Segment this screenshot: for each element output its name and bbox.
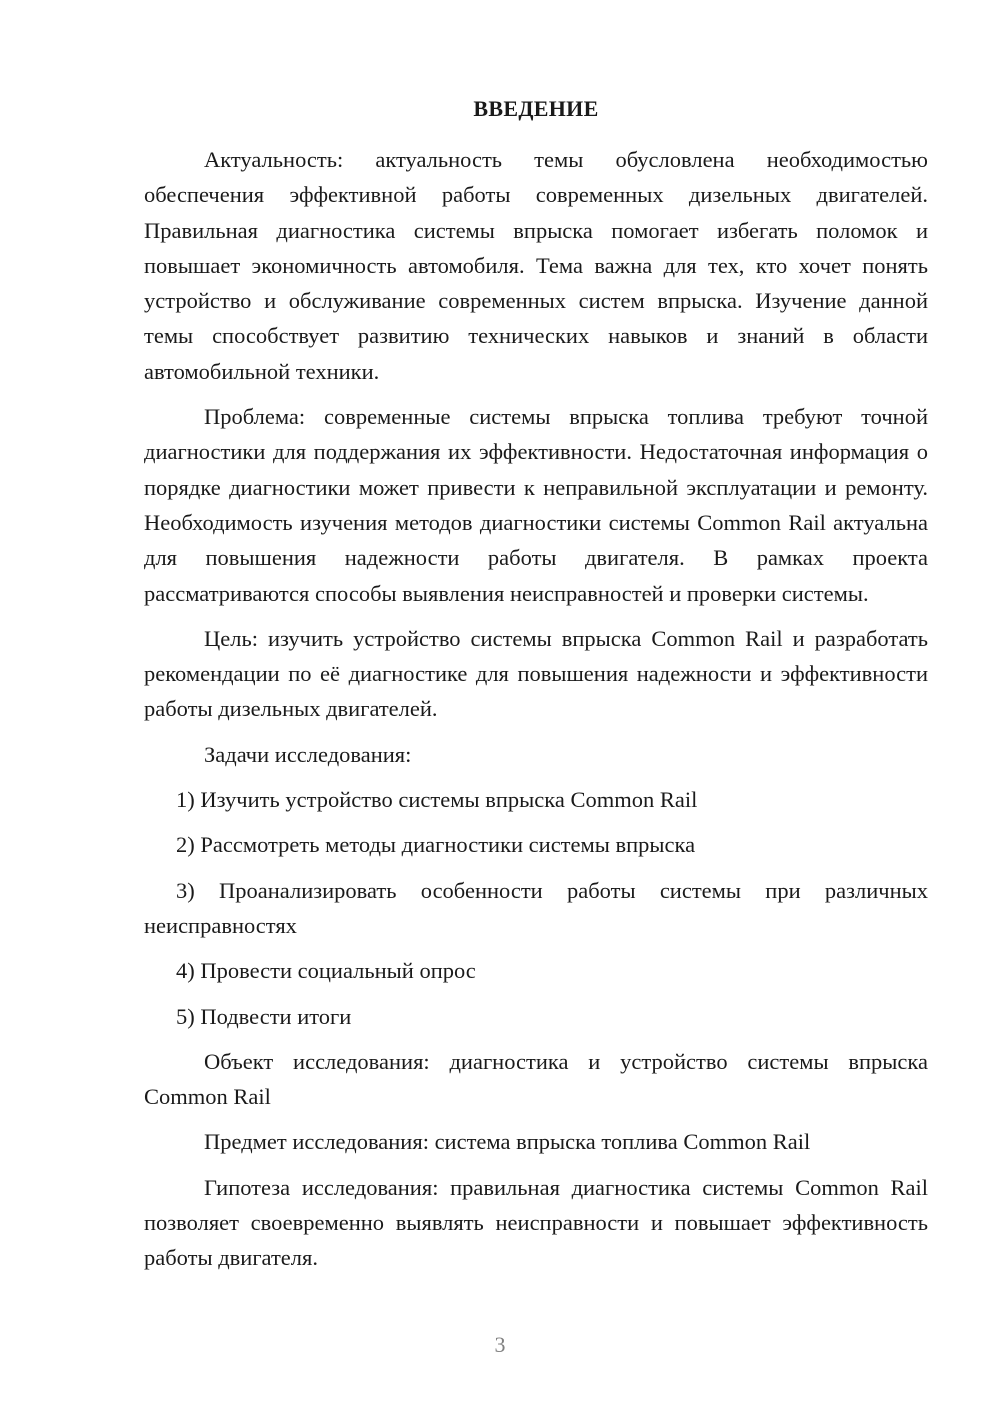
task-item: 5) Подвести итоги <box>176 1003 352 1029</box>
page-content <box>144 92 928 1286</box>
subject-paragraph: Предмет исследования: система впрыска топлива Common Rail <box>204 1129 811 1155</box>
page-title: ВВЕДЕНИЕ <box>473 96 599 121</box>
hypothesis-paragraph: Гипотеза исследования: правильная диагностика системы Common Rail позволяет своевременно выявлять неисправности и повышает эффективность работы двигателя. <box>144 1174 928 1271</box>
tasks-title: Задачи исследования: <box>204 741 412 767</box>
relevance-paragraph: Актуальность: актуальность темы обусловлена необходимостью обеспечения эффективной работы современных дизельных двигателей. Правильная диагностика системы впрыска помогает избегать поломок и повышает экономичность автомобиля. Тема важна для тех, кто хочет понять устройство и обслуживание современных систем впрыска. Изучение данной темы способствует развитию технических навыков и знаний в области автомобильной техники. <box>144 147 928 384</box>
page-number: 3 <box>494 1332 506 1357</box>
task-item: 4) Провести социальный опрос <box>176 958 476 984</box>
task-item: 1) Изучить устройство системы впрыска Common Rail <box>176 787 698 813</box>
task-item: 3) Проанализировать особенности работы системы при различных неисправностях <box>144 877 928 938</box>
object-paragraph: Объект исследования: диагностика и устройство системы впрыска Common Rail <box>144 1048 928 1110</box>
problem-paragraph: Проблема: современные системы впрыска топлива требуют точной диагностики для поддержания их эффективности. Недостаточная информация о порядке диагностики может привести к неправильной эксплуатации и ремонту. Необходимость изучения методов диагностики системы Common Rail актуальна для повышения надежности работы двигателя. В рамках проекта рассматриваются способы выявления неисправностей и проверки системы. <box>144 404 928 606</box>
goal-paragraph: Цель: изучить устройство системы впрыска Common Rail и разработать рекомендации по её диагностике для повышения надежности и эффективности работы дизельных двигателей. <box>144 625 928 722</box>
task-item: 2) Рассмотреть методы диагностики системы впрыска <box>176 832 696 858</box>
